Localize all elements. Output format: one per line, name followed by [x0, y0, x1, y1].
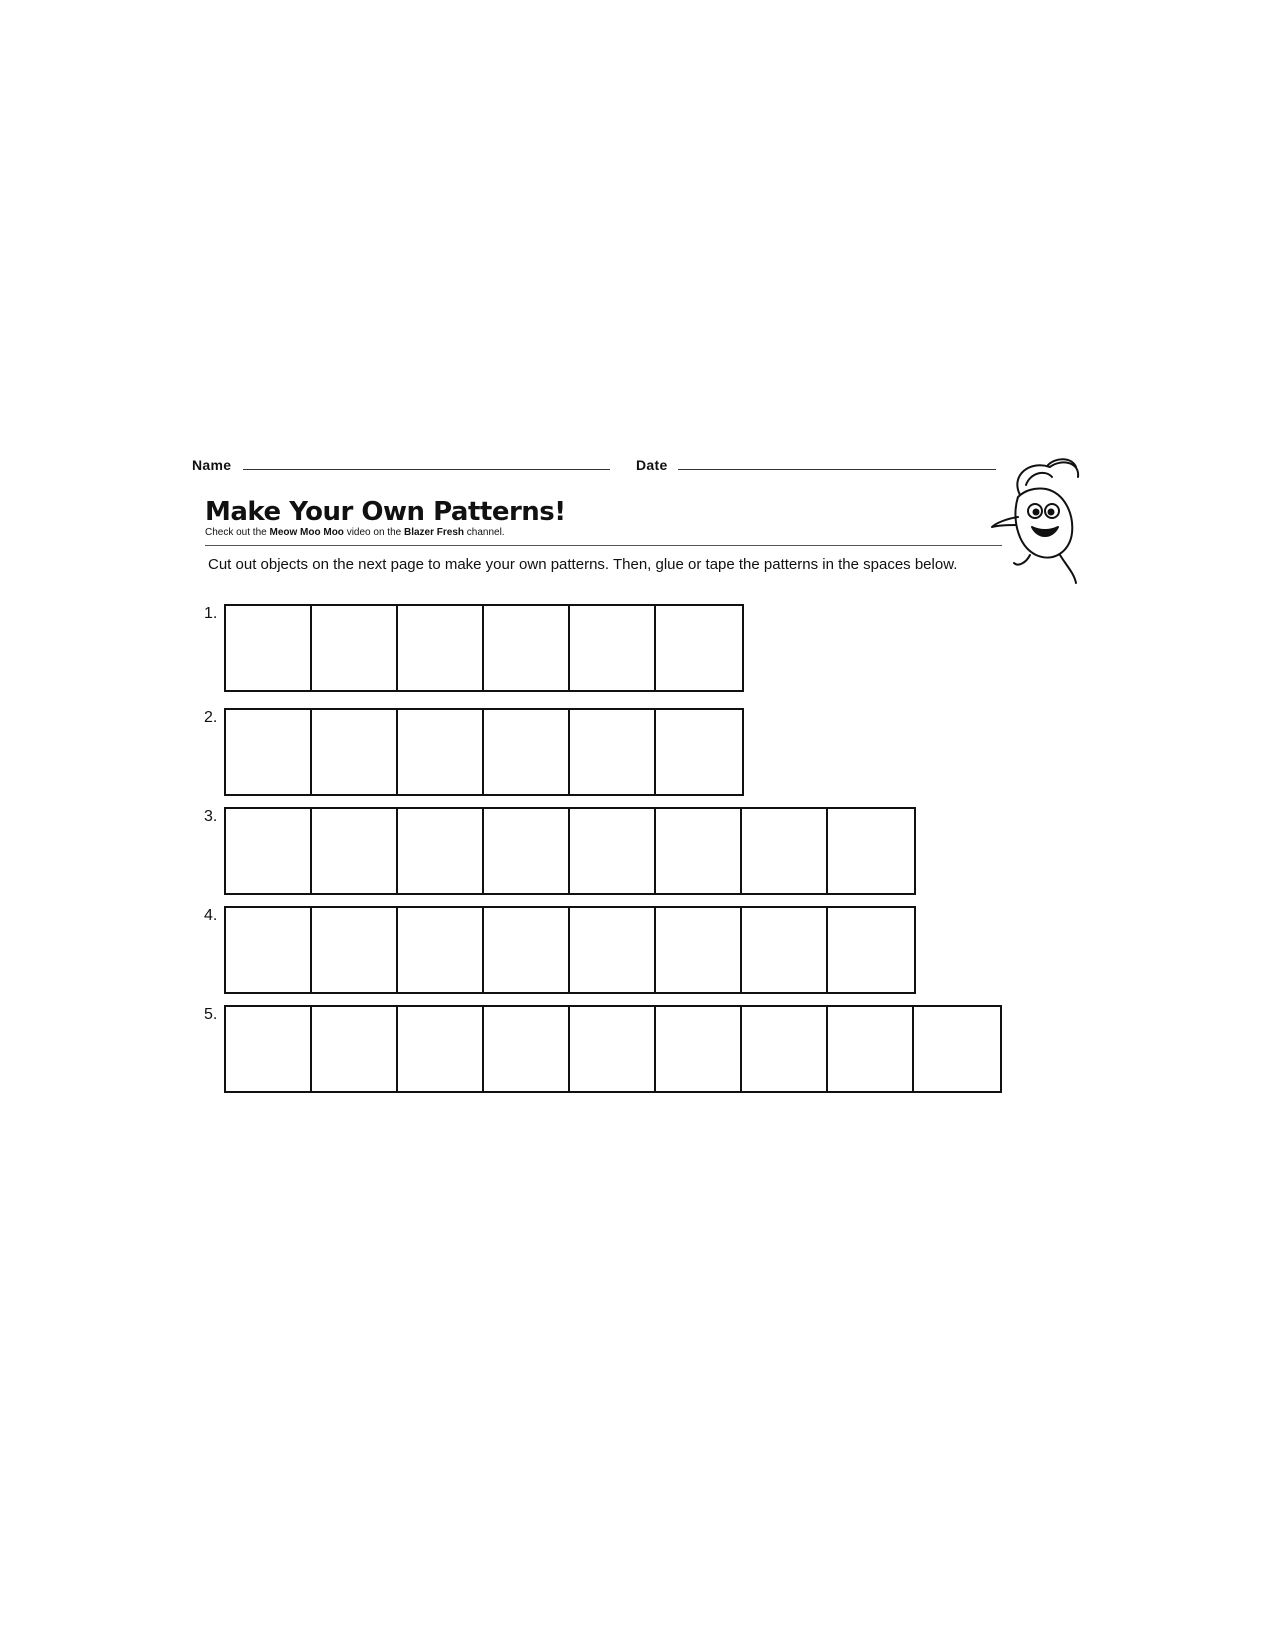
row-label-5: 5. — [204, 1006, 218, 1023]
pattern-box[interactable] — [656, 809, 742, 893]
date-field[interactable] — [678, 469, 996, 470]
pattern-row-1[interactable] — [224, 604, 744, 692]
pattern-box[interactable] — [914, 1007, 1000, 1091]
pattern-box[interactable] — [484, 606, 570, 690]
pattern-box[interactable] — [570, 809, 656, 893]
pattern-box[interactable] — [312, 809, 398, 893]
pattern-box[interactable] — [484, 710, 570, 794]
video-name: Meow Moo Moo — [269, 527, 344, 538]
pattern-box[interactable] — [570, 606, 656, 690]
subtitle-middle: video on the — [343, 527, 404, 538]
pattern-box[interactable] — [570, 1007, 656, 1091]
pattern-box[interactable] — [484, 1007, 570, 1091]
pattern-box[interactable] — [312, 606, 398, 690]
pattern-box[interactable] — [312, 908, 398, 992]
pattern-box[interactable] — [226, 908, 312, 992]
pattern-box[interactable] — [398, 1007, 484, 1091]
pattern-box[interactable] — [656, 908, 742, 992]
row-label-3: 3. — [204, 808, 218, 825]
pattern-box[interactable] — [226, 710, 312, 794]
cartoon-character-icon — [990, 455, 1100, 585]
pattern-box[interactable] — [398, 710, 484, 794]
pattern-box[interactable] — [312, 710, 398, 794]
pattern-row-2[interactable] — [224, 708, 744, 796]
pattern-box[interactable] — [828, 1007, 914, 1091]
row-label-2: 2. — [204, 709, 218, 726]
pattern-box[interactable] — [828, 809, 914, 893]
pattern-box[interactable] — [398, 809, 484, 893]
pattern-box[interactable] — [484, 908, 570, 992]
subtitle-prefix: Check out the — [205, 527, 270, 538]
pattern-box[interactable] — [656, 710, 742, 794]
pattern-box[interactable] — [312, 1007, 398, 1091]
pattern-box[interactable] — [828, 908, 914, 992]
pattern-box[interactable] — [742, 908, 828, 992]
page-title: Make Your Own Patterns! — [205, 497, 566, 527]
pattern-row-3[interactable] — [224, 807, 916, 895]
instructions: Cut out objects on the next page to make your own patterns. Then, glue or tape the patterns in the spaces below. — [208, 556, 958, 573]
subtitle — [205, 527, 505, 538]
pattern-box[interactable] — [656, 1007, 742, 1091]
pattern-row-5[interactable] — [224, 1005, 1002, 1093]
row-label-1: 1. — [204, 605, 218, 622]
pattern-box[interactable] — [570, 908, 656, 992]
pattern-box[interactable] — [226, 606, 312, 690]
pattern-box[interactable] — [226, 809, 312, 893]
pattern-box[interactable] — [484, 809, 570, 893]
pattern-box[interactable] — [742, 809, 828, 893]
channel-name: Blazer Fresh — [403, 527, 464, 538]
name-field[interactable] — [243, 469, 610, 470]
pattern-box[interactable] — [398, 908, 484, 992]
pattern-box[interactable] — [226, 1007, 312, 1091]
date-label: Date — [636, 457, 668, 473]
pattern-row-4[interactable] — [224, 906, 916, 994]
name-label: Name — [192, 457, 232, 473]
pattern-box[interactable] — [570, 710, 656, 794]
pattern-box[interactable] — [656, 606, 742, 690]
pattern-box[interactable] — [742, 1007, 828, 1091]
subtitle-suffix: channel. — [464, 527, 505, 538]
header-divider — [205, 545, 1002, 546]
row-label-4: 4. — [204, 907, 218, 924]
pattern-box[interactable] — [398, 606, 484, 690]
